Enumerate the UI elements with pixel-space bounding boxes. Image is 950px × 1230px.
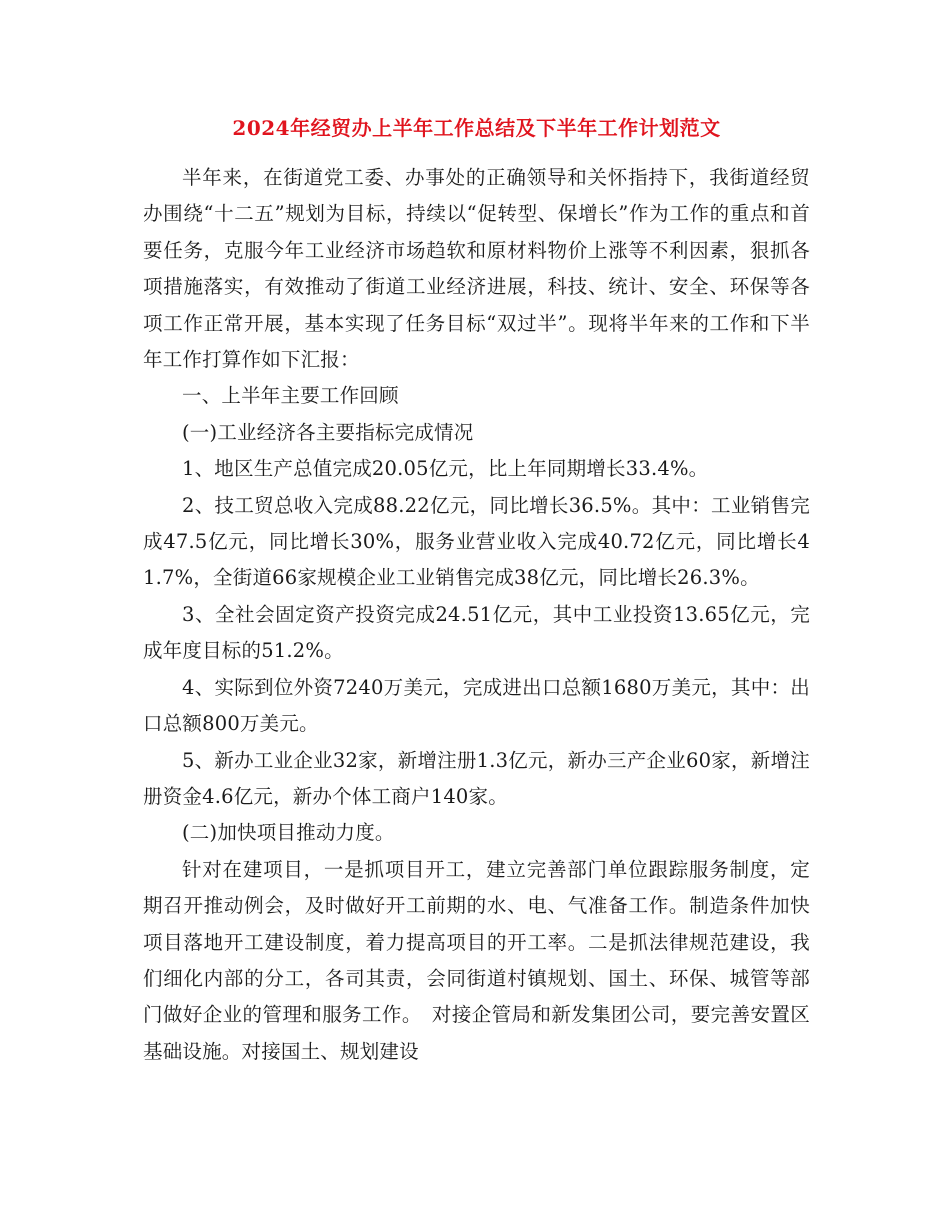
subsection-heading: (二)加快项目推动力度。 <box>182 821 395 845</box>
list-item: 2、技工贸总收入完成88.22亿元，同比增长36.5%。其中：工业销售完成47.5亿元，同比增长30%，服务业营业收入完成40.72亿元，同比增长41.7%，全街道66家规模企业工业销售完成38亿元，同比增长26.3%。 <box>143 493 810 590</box>
document-title: 2024年经贸办上半年工作总结及下半年工作计划范文 <box>232 116 721 140</box>
section-heading: 一、上半年主要工作回顾 <box>182 384 399 408</box>
list-item: 5、新办工业企业32家，新增注册1.3亿元，新办三产企业60家，新增注册资金4.6亿元，新办个体工商户140家。 <box>143 748 810 808</box>
paragraph-body: 针对在建项目，一是抓项目开工，建立完善部门单位跟踪服务制度，定期召开推动例会，及时做好开工前期的水、电、气准备工作。制造条件加快项目落地开工建设制度，着力提高项目的开工率。二是抓法律规范建设，我们细化内部的分工，各司其责，会同街道村镇规划、国土、环保、城管等部门做好企业的管理和服务工作。 对接企管局和新发集团公司，要完善安置区基础设施。对接国土、规划建设 <box>143 857 810 1063</box>
document-body <box>143 160 810 1070</box>
list-item: 1、地区生产总值完成20.05亿元，比上年同期增长33.4%。 <box>182 457 709 481</box>
list-item: 3、全社会固定资产投资完成24.51亿元，其中工业投资13.65亿元，完成年度目标的51.2%。 <box>143 602 810 663</box>
list-item: 4、实际到位外资7240万美元，完成进出口总额1680万美元，其中：出口总额800万美元。 <box>143 675 810 736</box>
subsection-heading: (一)工业经济各主要指标完成情况 <box>182 420 474 444</box>
paragraph-intro: 半年来，在街道党工委、办事处的正确领导和关怀指持下，我街道经贸办围绕“十二五”规划为目标，持续以“促转型、保增长”作为工作的重点和首要任务，克服今年工业经济市场趋软和原材料物价上涨等不利因素，狠抓各项措施落实，有效推动了街道工业经济进展，科技、统计、安全、环保等各项工作正常开展，基本实现了任务目标“双过半”。现将半年来的工作和下半年工作打算作如下汇报： <box>143 166 810 372</box>
